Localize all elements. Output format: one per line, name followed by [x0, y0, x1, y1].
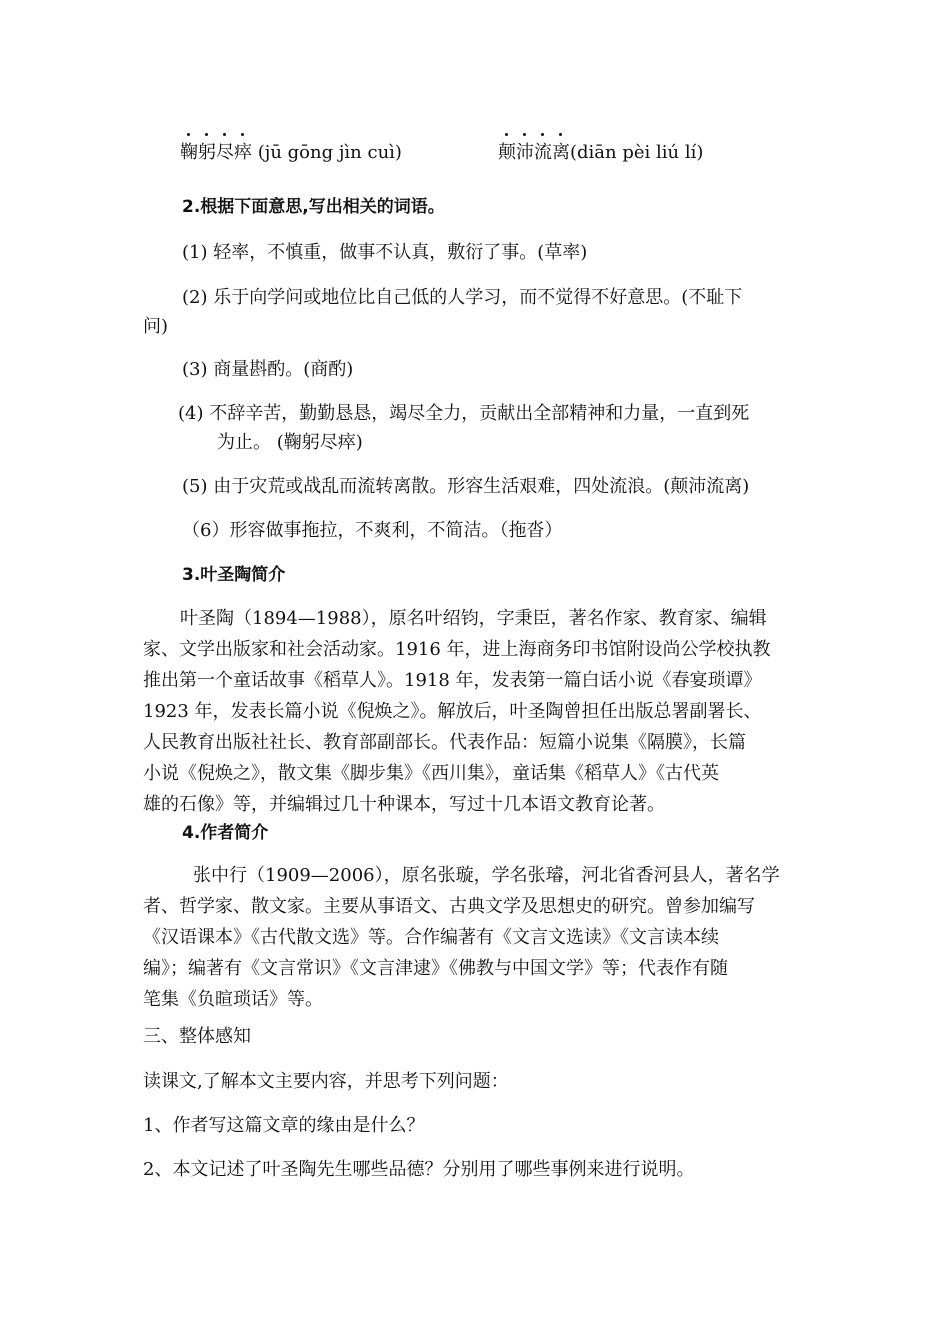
para3-line-4: 1923 年，发表长篇小说《倪焕之》。解放后，叶圣陶曾担任出版总署副署长、 — [143, 701, 762, 722]
section-2-heading: 2.根据下面意思,写出相关的词语。 — [182, 197, 445, 217]
pinyin-dianpei: (diān pèi liú lí) — [570, 142, 704, 163]
para3-line-1: 叶圣陶（1894—1988），原名叶绍钧，字秉臣，著名作家、教育家、编辑 — [180, 608, 767, 629]
word-dianpei: 颠沛流离 — [498, 142, 570, 163]
pinyin-jugong: (jū gōng jìn cuì) — [252, 142, 402, 163]
para4-line-2: 者、哲学家、散文家。主要从事语文、古典文学及思想史的研究。曾参加编写 — [143, 896, 755, 917]
reading-instruction: 读课文,了解本文主要内容，并思考下列问题： — [143, 1071, 509, 1092]
section-4-paragraph — [143, 860, 808, 1015]
word-jugong: 鞠躬尽瘁 — [180, 142, 252, 163]
para3-line-3: 推出第一个童话故事《稻草人》。1918 年，发表第一篇白话小说《春宴琐谭》 — [143, 670, 762, 691]
para3-line-5: 人民教育出版社社长、教育部副部长。代表作品：短篇小说集《隔膜》，长篇 — [143, 732, 746, 753]
question-1: 1、作者写这篇文章的缘由是什么？ — [143, 1115, 425, 1136]
para4-line-3: 《汉语课本》《古代散文选》等。合作编著有《文言文选读》《文言读本续 — [143, 927, 719, 948]
para4-line-5: 笔集《负暄琐话》等。 — [143, 989, 323, 1010]
question-2: 2、本文记述了叶圣陶先生哪些品德？分别用了哪些事例来进行说明。 — [143, 1159, 695, 1180]
definition-item-5: (5) 由于灾荒或战乱而流转离散。形容生活艰难，四处流浪。(颠沛流离) — [182, 476, 750, 497]
definition-item-4: (4) 不辞辛苦，勤勤恳恳，竭尽全力，贡献出全部精神和力量，一直到死 — [178, 403, 750, 424]
definition-item-4-cont: 为止。 (鞠躬尽瘁) — [217, 432, 363, 453]
pinyin-entry-1 — [180, 144, 402, 162]
para3-line-2: 家、文学出版家和社会活动家。1916 年，进上海商务印书馆附设尚公学校执教 — [143, 639, 771, 660]
section-4-heading: 4.作者简介 — [182, 823, 269, 843]
para3-line-6: 小说《倪焕之》，散文集《脚步集》《西川集》，童话集《稻草人》《古代英 — [143, 763, 719, 784]
overall-perception-heading: 三、整体感知 — [143, 1026, 251, 1047]
definition-item-6: （6）形容做事拖拉，不爽利，不简洁。（拖沓） — [182, 520, 563, 541]
pinyin-entry-2 — [498, 144, 703, 162]
section-3-heading: 3.叶圣陶简介 — [182, 565, 286, 585]
section-3-paragraph — [143, 603, 808, 820]
definition-item-2: (2) 乐于向学问或地位比自己低的人学习，而不觉得不好意思。(不耻下 — [182, 287, 743, 308]
definition-item-2-cont: 问) — [143, 316, 169, 337]
para4-line-4: 编》；编著有《文言常识》《文言津逮》《佛教与中国文学》等；代表作有随 — [143, 958, 728, 979]
definition-item-3: (3) 商量斟酌。(商酌) — [182, 359, 354, 380]
para3-line-7: 雄的石像》等，并编辑过几十种课本，写过十几本语文教育论著。 — [143, 794, 665, 815]
para4-line-1: 张中行（1909—2006），原名张璇，学名张璿，河北省香河县人，著名学 — [193, 865, 780, 886]
definition-item-1: (1) 轻率，不慎重，做事不认真，敷衍了事。(草率) — [182, 242, 588, 263]
